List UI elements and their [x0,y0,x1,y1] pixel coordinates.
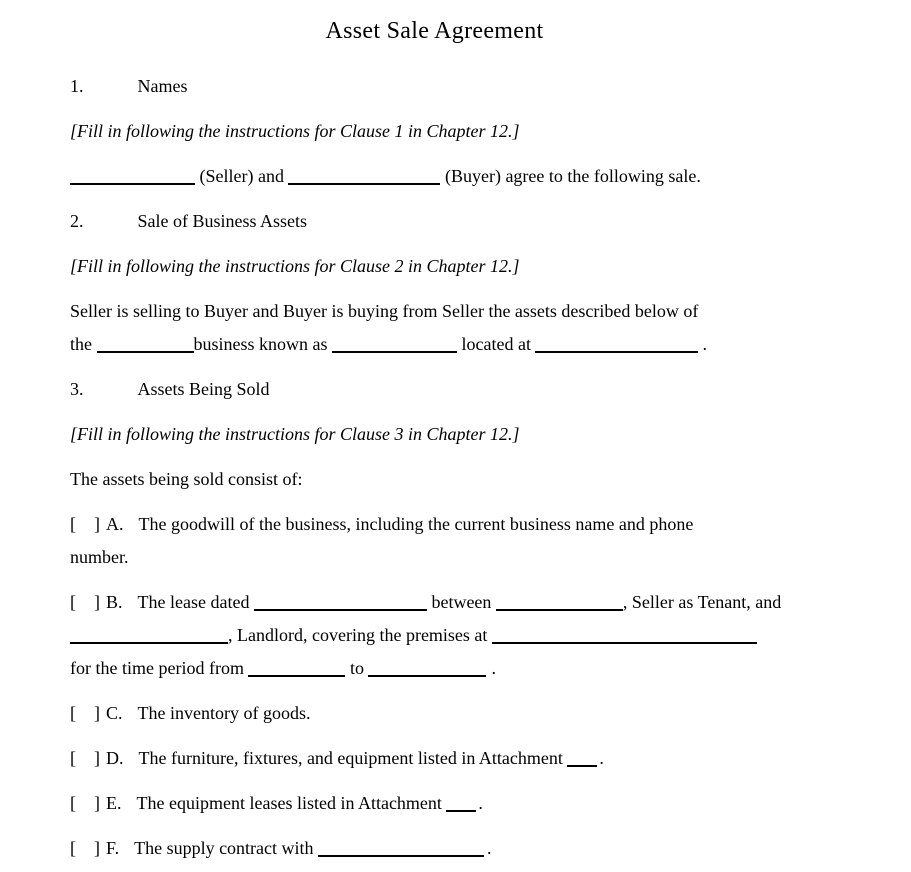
text-run: , Landlord, covering the premises at [228,625,492,645]
text-run: Sale of Business Assets [137,211,308,231]
blank-field[interactable] [248,674,345,677]
text-run: The supply contract with [134,838,319,858]
section-heading-1 [70,70,799,103]
blank-field[interactable] [70,182,195,185]
text-run: C. [106,703,123,723]
blank-field[interactable] [492,641,757,644]
section-heading-2 [70,205,799,238]
text-run: the [70,334,97,354]
sale-description [70,295,799,361]
asset-item-a [70,508,799,574]
instruction-note-1 [70,115,799,148]
text-run: between [426,592,496,612]
blank-field[interactable] [496,608,623,611]
checkbox[interactable]: [ ] [70,514,100,534]
blank-field[interactable] [254,608,427,611]
text-run: (Buyer) agree to the following sale. [440,166,701,186]
text-run: business known as [193,334,332,354]
text-run: Names [137,76,188,96]
blank-field[interactable] [318,854,484,857]
instruction-note-2 [70,250,799,283]
text-run: for the time period from [70,658,249,678]
text-run: number. [70,547,129,567]
text-run: The assets being sold consist of: [70,469,303,489]
text-run: The equipment leases listed in Attachment [136,793,447,813]
text-run: D. [106,748,124,768]
text-run: The inventory of goods. [137,703,311,723]
text-run: 1. [70,76,84,96]
text-run: [Fill in following the instructions for Clause 2 in Chapter 12.] [70,256,520,276]
document-title: Asset Sale Agreement [325,18,544,44]
blank-field[interactable] [70,641,228,644]
text-run: [Fill in following the instructions for Clause 1 in Chapter 12.] [70,121,520,141]
checkbox[interactable]: [ ] [70,793,100,813]
asset-item-d [70,742,799,775]
text-run: The lease dated [137,592,254,612]
blank-field[interactable] [368,674,486,677]
text-run: . [487,838,492,858]
text-run: , Seller as Tenant, and [622,592,782,612]
text-run: located at [457,334,536,354]
text-run: 3. [70,379,84,399]
text-run: E. [106,793,122,813]
asset-item-c [70,697,799,730]
text-run: . [599,748,604,768]
checkbox[interactable]: [ ] [70,592,100,612]
checkbox[interactable]: [ ] [70,748,100,768]
asset-item-f [70,832,799,865]
text-run: (Seller) and [195,166,289,186]
text-run: Seller is selling to Buyer and Buyer is buying from Seller the assets described below of [70,301,699,321]
text-run: . [478,793,483,813]
blank-field[interactable] [332,350,457,353]
text-run: The furniture, fixtures, and equipment listed in Attachment [138,748,568,768]
text-run: F. [106,838,120,858]
document-body [70,70,799,865]
blank-field[interactable] [288,182,440,185]
section-heading-3 [70,373,799,406]
text-run: Assets Being Sold [137,379,270,399]
text-run: . [702,334,707,354]
blank-field[interactable] [97,350,194,353]
text-run: to [345,658,369,678]
checkbox[interactable]: [ ] [70,703,100,723]
parties-line [70,160,799,193]
checkbox[interactable]: [ ] [70,838,100,858]
asset-item-b [70,586,799,685]
text-run: B. [106,592,123,612]
blank-field[interactable] [446,809,476,812]
text-run: [Fill in following the instructions for Clause 3 in Chapter 12.] [70,424,520,444]
blank-field[interactable] [567,764,597,767]
instruction-note-3 [70,418,799,451]
assets-intro [70,463,799,496]
asset-item-e [70,787,799,820]
blank-field[interactable] [535,350,698,353]
text-run: . [491,658,496,678]
text-run: The goodwill of the business, including the current business name and phone [138,514,694,534]
text-run: A. [106,514,124,534]
text-run: 2. [70,211,84,231]
